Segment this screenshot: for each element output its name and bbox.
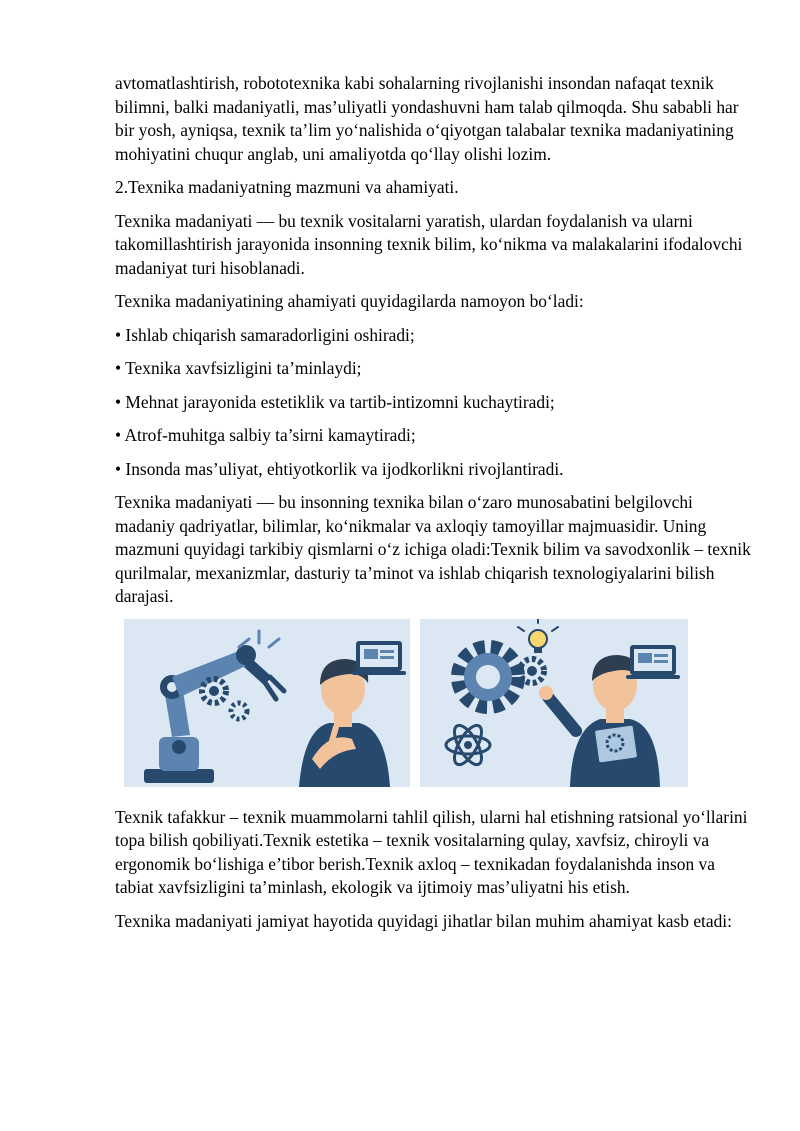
bullet-item: • Insonda mas’uliyat, ehtiyotkorlik va ijodkorlikni rivojlantiradi.: [115, 458, 564, 479]
bullet-item: • Ishlab chiqarish samaradorligini oshiradi;: [115, 324, 415, 345]
robot-arm-engineer-illustration: [124, 619, 410, 787]
paragraph-importance-lead: Texnika madaniyatining ahamiyati quyidagilarda namoyon bo‘ladi:: [115, 291, 584, 311]
paragraph-intro: avtomatlashtirish, robototexnika kabi sohalarning rivojlanishi insondan nafaqat texnik bilimni, balki madaniyatli, mas’uliyatli yondashuvni ham talab qilmoqda. Shu sababli har bir yosh, ayniqsa, texnik ta’lim yo‘nalishida o‘qiyotgan talabalar texnika madaniyatining mohiyatini chuqur anglab, uni amaliyotda qo‘llay olishi lozim.: [115, 73, 739, 164]
section-heading: 2.Texnika madaniyatning mazmuni va ahamiyati.: [115, 177, 459, 197]
document-page: [115, 72, 755, 943]
engineer-ideas-illustration: [420, 619, 688, 787]
bullet-item: • Mehnat jarayonida estetiklik va tartib-intizomni kuchaytiradi;: [115, 391, 555, 412]
illustrations-row: [115, 619, 755, 794]
paragraph-components: Texnik tafakkur – texnik muammolarni tahlil qilish, ularni hal etishning ratsional yo‘llarini topa bilish qobiliyati.Texnik estetika – texnik vositalarning qulay, xavfsiz, chiroyli va ergonomik bo‘lishiga e’tibor berish.Texnik axloq – texnikadan foydalanishda inson va tabiat xavfsizligini ta’minlash, ekologik va ijtimoiy mas’uliyatni his etish.: [115, 806, 748, 897]
robot-arm-icon: [124, 619, 410, 787]
paragraph-definition: Texnika madaniyati — bu insonning texnika bilan o‘zaro munosabatini belgilovchi madaniy qadriyatlar, bilimlar, ko‘nikmalar va axloqiy tamoyillar majmuasidir. Uning mazmuni quyidagi tarkibiy qismlarni o‘z ichiga oladi:Texnik bilim va savodxonlik – texnik qurilmalar, mexanizmlar, dasturiy ta’minot va ishlab chiqarish texnologiyalarini bilish darajasi.: [115, 492, 751, 606]
bullet-item: • Texnika xavfsizligini ta’minlaydi;: [115, 358, 362, 378]
paragraph-society-lead: Texnika madaniyati jamiyat hayotida quyidagi jihatlar bilan muhim ahamiyat kasb etadi:: [115, 910, 732, 931]
paragraph-definition-short: Texnika madaniyati — bu texnik vositalarni yaratish, ulardan foydalanish va ularni takomillashtirish jarayonida insonning texnik bilim, ko‘nikma va malakalarini ifodalovchi madaniyat turi hisoblanadi.: [115, 210, 743, 278]
bullet-item: • Atrof-muhitga salbiy ta’sirni kamaytiradi;: [115, 425, 416, 445]
gear-lightbulb-icon: [420, 619, 688, 787]
